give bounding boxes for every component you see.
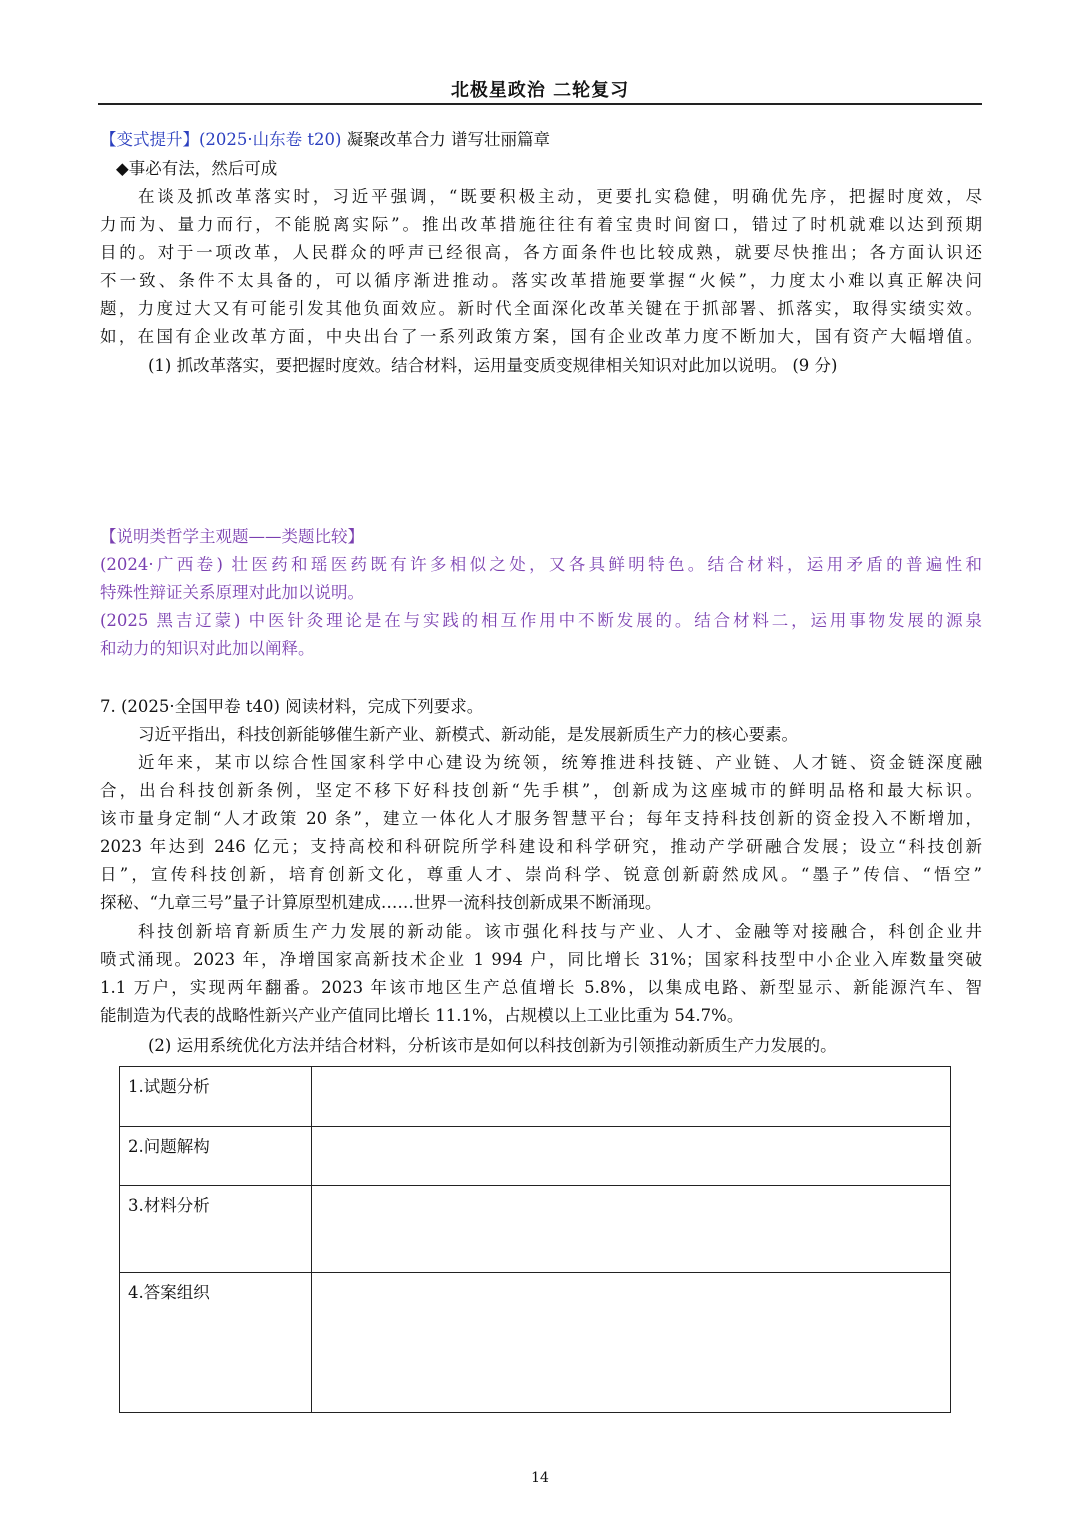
question7-paragraph-line: 探秘、“九章三号”量子计算原型机建成……世界一流科技创新成果不断涌现。	[100, 893, 662, 912]
page-number: 14	[531, 1470, 549, 1486]
table-row	[120, 1067, 951, 1127]
page-header-title: 北极星政治 二轮复习	[450, 80, 630, 101]
variant-subheading: ◆事必有法，然后可成	[116, 159, 278, 178]
variant-source: (2025·山东卷 t20)	[199, 130, 342, 149]
table-row	[120, 1186, 951, 1273]
variant-paragraph-line: 题，力度过大又有可能引发其他负面效应。新时代全面深化改革关键在于抓部署、抓落实，取得实绩实效。	[100, 299, 982, 318]
table-row-label: 1.试题分析	[120, 1067, 312, 1127]
table-row	[120, 1127, 951, 1186]
variant-question: (1) 抓改革落实，要把握时度效。结合材料，运用量变质变规律相关知识对此加以说明。 (9 分)	[148, 356, 838, 375]
comparison-line: (2024·广西卷) 壮医药和瑶医药既有许多相似之处，又各具鲜明特色。结合材料，运用矛盾的普遍性和	[100, 555, 982, 574]
header-divider	[98, 103, 982, 105]
comparison-line: 特殊性辩证关系原理对此加以说明。	[100, 583, 364, 602]
question7-sub-question: (2) 运用系统优化方法并结合材料，分析该市是如何以科技创新为引领推动新质生产力发展的。	[148, 1036, 837, 1055]
question7-paragraph-line: 近年来，某市以综合性国家科学中心建设为统领，统筹推进科技链、产业链、人才链、资金链深度融	[138, 753, 982, 772]
comparison-line: (2025 黑吉辽蒙) 中医针灸理论是在与实践的相互作用中不断发展的。结合材料二，运用事物发展的源泉	[100, 611, 982, 630]
table-row	[120, 1273, 951, 1413]
variant-heading-line	[100, 129, 982, 151]
variant-paragraph-line: 如，在国有企业改革方面，中央出台了一系列政策方案，国有企业改革力度不断加大，国有资产大幅增值。	[100, 327, 982, 346]
question7-paragraph-line: 能制造为代表的战略性新兴产业产值同比增长 11.1%，占规模以上工业比重为 54.7%。	[100, 1006, 744, 1025]
variant-paragraph-line: 力而为、量力而行，不能脱离实际”。推出改革措施往往有着宝贵时间窗口，错过了时机就难以达到预期	[100, 215, 982, 234]
variant-paragraph-line: 在谈及抓改革落实时，习近平强调，“既要积极主动，更要扎实稳健，明确优先序，把握时度效，尽	[138, 187, 982, 206]
answer-table	[119, 1066, 951, 1413]
question7-paragraph-line: 该市量身定制“人才政策 20 条”，建立一体化人才服务智慧平台；每年支持科技创新的资金投入不断增加，	[100, 809, 982, 828]
question7-paragraph-line: 喷式涌现。2023 年，净增国家高新技术企业 1 994 户，同比增长 31%；国家科技型中小企业入库数量突破	[100, 950, 982, 969]
question7-lead: 习近平指出，科技创新能够催生新产业、新模式、新动能，是发展新质生产力的核心要素。	[138, 725, 798, 744]
question7-heading: 7. (2025·全国甲卷 t40) 阅读材料，完成下列要求。	[100, 697, 484, 716]
table-row-label: 3.材料分析	[120, 1186, 312, 1273]
variant-paragraph-line: 不一致、条件不太具备的，可以循序渐进推动。落实改革措施要掌握“火候”，力度太小难以真正解决问	[100, 271, 982, 290]
table-row-label: 2.问题解构	[120, 1127, 312, 1186]
question7-paragraph-line: 日”，宣传科技创新，培育创新文化，尊重人才、崇尚科学、锐意创新蔚然成风。“墨子”传信、“悟空”	[100, 865, 982, 884]
answer-cell[interactable]	[312, 1067, 951, 1127]
table-row-label: 4.答案组织	[120, 1273, 312, 1413]
comparison-line: 和动力的知识对此加以阐释。	[100, 639, 315, 658]
question7-paragraph-line: 1.1 万户，实现两年翻番。2023 年该市地区生产总值增长 5.8%，以集成电路、新型显示、新能源汽车、智	[100, 978, 982, 997]
answer-cell[interactable]	[312, 1186, 951, 1273]
question7-paragraph-line: 科技创新培育新质生产力发展的新动能。该市强化科技与产业、人才、金融等对接融合，科创企业井	[138, 922, 982, 941]
variant-tag: 【变式提升】	[100, 130, 199, 149]
variant-title: 凝聚改革合力 谱写壮丽篇章	[346, 130, 550, 149]
comparison-heading: 【说明类哲学主观题——类题比较】	[100, 527, 364, 546]
variant-paragraph-line: 目的。对于一项改革，人民群众的呼声已经很高，各方面条件也比较成熟，就要尽快推出；各方面认识还	[100, 243, 982, 262]
answer-cell[interactable]	[312, 1273, 951, 1413]
question7-paragraph-line: 2023 年达到 246 亿元；支持高校和科研院所学科建设和科学研究，推动产学研融合发展；设立“科技创新	[100, 837, 982, 856]
question7-paragraph-line: 合，出台科技创新条例，坚定不移下好科技创新“先手棋”，创新成为这座城市的鲜明品格和最大标识。	[100, 781, 982, 800]
answer-cell[interactable]	[312, 1127, 951, 1186]
